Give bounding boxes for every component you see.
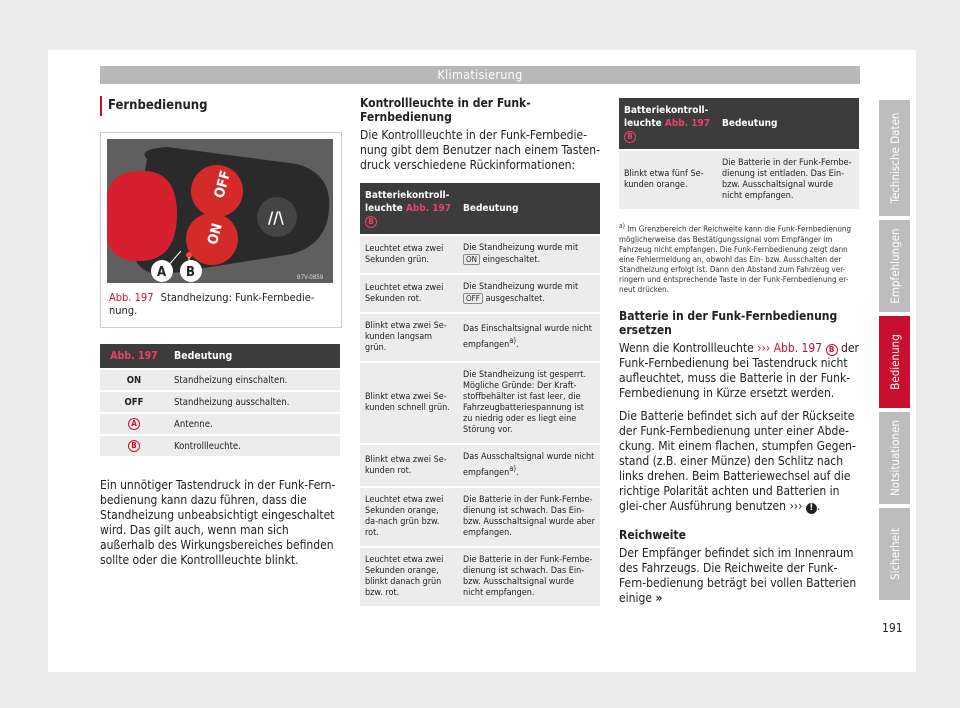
key-table-header-meaning: Bedeutung bbox=[168, 344, 340, 368]
range-paragraph: Der Empfänger befindet sich im Innenraum des Fahrzeugs. Die Reichweite der Funk-Fern-bedienung beträgt bei vollen Batterien einige » bbox=[619, 545, 857, 605]
status-table-header-meaning: Bedeutung bbox=[458, 183, 600, 234]
table-row bbox=[100, 436, 340, 456]
on-key-badge: ON bbox=[463, 254, 480, 265]
figure-link[interactable]: Abb. 197 bbox=[773, 340, 823, 355]
battery-title: Batterie in der Funk-Fernbedienung ersetzen bbox=[619, 308, 838, 337]
battery-paragraph-2: Die Batterie befindet sich auf der Rückseite der Funk-Fernbedienung unter einer Abde-ckung. Mit einem flachen, stumpfen Gegen-stand (z.B. einer Münze) den Schlitz nach links drehen. Beim Batteriewechsel auf die richtige Polarität achten und Batterien in glei-cher Ausführung benutzen ››› ! . bbox=[619, 408, 856, 513]
figure-remote bbox=[100, 132, 342, 328]
warning-icon: ! bbox=[806, 503, 817, 514]
key-cell: ON bbox=[100, 370, 168, 390]
off-key-badge: OFF bbox=[463, 293, 483, 304]
status-table-header-lamp: Batteriekontroll-leuchte Abb. 197 B bbox=[360, 183, 458, 234]
status-table-header-lamp: Batteriekontroll-leuchte Abb. 197 B bbox=[619, 98, 717, 149]
key-table bbox=[100, 342, 340, 458]
status-table-header-meaning: Bedeutung bbox=[717, 98, 859, 149]
body-paragraph: Ein unnötiger Tastendruck in der Funk-Fern-bedienung kann dazu führen, dass die Standheizung unbeabsichtigt eingeschaltet wird. Das gilt auch, wenn man sich außerhalb des Wirkungsbereiches befinden sollte oder die Kontrollleuchte blinkt. bbox=[100, 478, 336, 567]
caption-ref: Abb. 197 bbox=[109, 291, 154, 304]
caption-text: Standheizung: Funk-Fernbedie-nung. bbox=[109, 291, 315, 317]
table-row bbox=[100, 414, 340, 434]
chapter-header: Klimatisierung bbox=[100, 66, 860, 84]
value-cell: Antenne. bbox=[168, 414, 340, 434]
key-cell: OFF bbox=[100, 392, 168, 412]
continue-arrow-icon: » bbox=[655, 590, 663, 605]
intro-paragraph: Die Kontrollleuchte in der Funk-Fernbedie-nung gibt dem Benutzer nach einem Tasten-druck verschiedene Rückinformationen: bbox=[360, 128, 600, 172]
table-row: Blinkt etwa zwei Se-kunden schnell grün. Die Standheizung ist gesperrt. Mögliche Gründe: Der Kraft-stoffbehälter ist fast leer, die Fahrzeugbatteriespannung ist zu niedrig oder es liegt eine Störung vor. bbox=[360, 363, 600, 443]
range-title: Reichweite bbox=[619, 527, 686, 542]
table-row: Blinkt etwa zwei Se-kunden langsam grün. Das Einschaltsignal wurde nicht empfangen$^{a)}$. bbox=[360, 314, 600, 361]
key-cell-circle: B bbox=[128, 440, 140, 452]
table-row bbox=[100, 370, 340, 390]
figure-caption bbox=[109, 291, 335, 317]
middle-column bbox=[360, 96, 600, 608]
figure-code: B7V-0859 bbox=[297, 274, 324, 281]
table-row: Blinkt etwa fünf Se-kunden orange. Die Batterie in der Funk-Fernbe-dienung ist entladen. Das Ein-bzw. Ausschaltsignal wurde nicht empfangen. bbox=[619, 151, 859, 209]
remote-photo bbox=[107, 139, 333, 283]
section-title: Fernbedienung bbox=[100, 96, 342, 116]
key-cell-circle: A bbox=[128, 418, 140, 430]
value-cell: Standheizung einschalten. bbox=[168, 370, 340, 390]
footnote: $^{a)}$ Im Grenzbereich der Reichweite kann die Funk-Fernbedienung möglicherweise das Bestätigungssignal vom Empfänger im Fahrzeug nicht empfangen. Die Funk-Fernbedienung zeigt dann eine Fehlermeldung an, obwohl das Ein- bzw. Ausschalten der Standheizung erfolgt ist. Dann den Abstand zum Fahrzeug ver-ringern und entsprechende Taste in der Funk-Fernbedienung er-neut drücken. bbox=[619, 222, 852, 294]
tab-empfehlungen[interactable]: Empfehlungen bbox=[879, 220, 910, 312]
tab-sicherheit[interactable]: Sicherheit bbox=[879, 508, 910, 600]
status-table bbox=[360, 181, 600, 608]
table-row bbox=[100, 392, 340, 412]
side-tabs bbox=[879, 100, 910, 604]
battery-paragraph-1: Wenn die Kontrollleuchte ››› Abb. 197 B der Funk-Fernbedienung bei Tastendruck nicht aufleuchtet, muss die Batterie in der Funk-Fernbedienung in Kürze ersetzt werden. bbox=[619, 340, 859, 400]
value-cell: Kontrollleuchte. bbox=[168, 436, 340, 456]
table-row: Leuchtet etwa zwei Sekunden rot. Die Standheizung wurde mit OFF ausgeschaltet. bbox=[360, 275, 600, 312]
section-title: Kontrollleuchte in der Funk-Fernbedienung bbox=[360, 96, 531, 124]
label-b: B bbox=[186, 265, 195, 280]
on-button-label: ON bbox=[204, 221, 226, 247]
table-row: Leuchtet etwa zwei Sekunden grün. Die Standheizung wurde mit ON eingeschaltet. bbox=[360, 236, 600, 273]
tab-bedienung[interactable]: Bedienung bbox=[879, 316, 910, 408]
key-table-header-ref: Abb. 197 bbox=[100, 344, 168, 368]
status-table-continued bbox=[619, 96, 859, 211]
table-row: Leuchtet etwa zwei Sekunden orange, da-nach grün bzw. rot. Die Batterie in der Funk-Fernbe-dienung ist schwach. Das Ein-bzw. Ausschaltsignal wurde aber empfangen. bbox=[360, 488, 600, 546]
table-row: Leuchtet etwa zwei Sekunden orange, blinkt danach grün bzw. rot. Die Batterie in der Funk-Fernbe-dienung ist schwach. Das Ein-bzw. Ausschaltsignal wurde nicht empfangen. bbox=[360, 548, 600, 606]
label-a: A bbox=[157, 265, 167, 280]
off-button-label: OFF bbox=[211, 168, 235, 200]
page-number: 191 bbox=[882, 621, 903, 635]
tab-technische-daten[interactable]: Technische Daten bbox=[879, 100, 910, 216]
right-column bbox=[619, 96, 859, 614]
svg-text://\: //\ bbox=[268, 208, 284, 227]
tab-notsituationen[interactable]: Notsituationen bbox=[879, 412, 910, 504]
table-row: Blinkt etwa zwei Se-kunden rot. Das Ausschaltsignal wurde nicht empfangen$^{a)}$. bbox=[360, 445, 600, 486]
value-cell: Standheizung ausschalten. bbox=[168, 392, 340, 412]
left-column bbox=[100, 96, 342, 568]
